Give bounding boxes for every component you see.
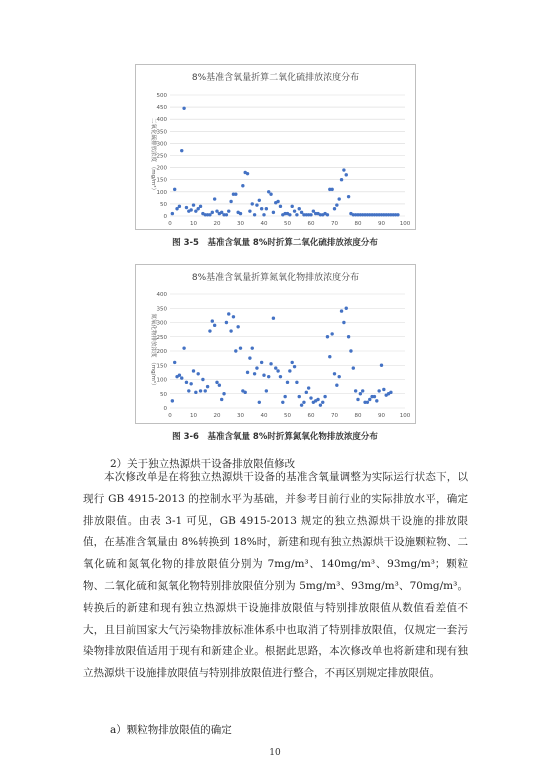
data-point <box>269 193 272 196</box>
data-point <box>298 395 301 398</box>
data-point <box>213 197 216 200</box>
y-tick-label: 0 <box>163 214 167 220</box>
data-point <box>260 361 263 364</box>
data-point <box>333 207 336 210</box>
data-point <box>274 366 277 369</box>
data-point <box>211 211 214 214</box>
data-point <box>182 107 185 110</box>
data-point <box>330 332 333 335</box>
data-point <box>279 375 282 378</box>
x-tick-label: 80 <box>354 413 362 419</box>
data-point <box>382 388 385 391</box>
x-tick-label: 0 <box>168 413 172 419</box>
data-point <box>253 372 256 375</box>
y-tick-label: 100 <box>156 377 167 384</box>
data-point <box>276 200 279 203</box>
data-point <box>260 207 263 210</box>
y-tick-label: 150 <box>156 363 167 370</box>
y-tick-label: 350 <box>156 306 167 313</box>
data-point <box>258 401 261 404</box>
data-point <box>352 366 355 369</box>
chart-title: 8%基准含氧量折算氮氧化物排放浓度分布 <box>191 273 360 283</box>
data-point <box>265 389 268 392</box>
nox-scatter-chart <box>135 264 416 424</box>
data-point <box>251 346 254 349</box>
data-point <box>185 206 188 209</box>
data-point <box>225 321 228 324</box>
data-point <box>269 362 272 365</box>
nox-chart-svg <box>136 265 415 423</box>
data-point <box>222 392 225 395</box>
x-tick-label: 30 <box>237 413 244 419</box>
y-tick-label: 100 <box>156 189 167 196</box>
y-tick-label: 50 <box>160 391 167 398</box>
data-point <box>215 381 218 384</box>
data-point <box>279 205 282 208</box>
page-number: 10 <box>269 748 281 758</box>
data-point <box>232 315 235 318</box>
data-point <box>178 205 181 208</box>
x-tick-label: 100 <box>399 413 411 419</box>
data-point <box>197 372 200 375</box>
y-axis-label: 氮氧化物排放浓度 （mg/m³） <box>150 313 156 389</box>
data-point <box>246 371 249 374</box>
data-point <box>236 325 239 328</box>
data-point <box>347 335 350 338</box>
data-point <box>345 173 348 176</box>
data-point <box>234 193 237 196</box>
data-point <box>298 207 301 210</box>
data-point <box>389 391 392 394</box>
x-tick-label: 60 <box>307 413 315 419</box>
data-point <box>211 319 214 322</box>
data-point <box>361 389 364 392</box>
data-point <box>347 195 350 198</box>
y-tick-label: 300 <box>156 141 167 148</box>
data-point <box>286 381 289 384</box>
data-point <box>201 378 204 381</box>
figure-3-5-caption: 图 3-5 基准含氧量 8%时折算二氧化硫排放浓度分布 <box>172 238 378 248</box>
data-point <box>281 401 284 404</box>
data-point <box>330 188 333 191</box>
data-point <box>276 369 279 372</box>
x-tick-label: 10 <box>190 221 197 227</box>
data-point <box>173 361 176 364</box>
data-point <box>293 209 296 212</box>
data-point <box>354 389 357 392</box>
data-point <box>333 372 336 375</box>
data-point <box>241 184 244 187</box>
data-point <box>248 356 251 359</box>
data-point <box>267 375 270 378</box>
x-tick-label: 100 <box>399 221 411 227</box>
data-point <box>255 203 258 206</box>
data-point <box>272 211 275 214</box>
x-tick-label: 10 <box>190 413 197 419</box>
data-point <box>338 197 341 200</box>
data-point <box>321 401 324 404</box>
data-point <box>225 213 228 216</box>
data-point <box>182 346 185 349</box>
data-point <box>246 172 249 175</box>
data-point <box>251 202 254 205</box>
data-point <box>319 403 322 406</box>
data-point <box>295 381 298 384</box>
data-point <box>288 369 291 372</box>
y-tick-label: 250 <box>156 153 167 160</box>
data-point <box>309 213 312 216</box>
data-point <box>356 398 359 401</box>
data-point <box>300 403 303 406</box>
data-point <box>349 349 352 352</box>
data-point <box>377 389 380 392</box>
chart-title: 8%基准含氧量折算二氧化硫排放浓度分布 <box>191 73 360 83</box>
data-point <box>342 321 345 324</box>
data-point <box>180 149 183 152</box>
data-point <box>229 329 232 332</box>
y-tick-label: 200 <box>156 349 167 355</box>
data-point <box>255 366 258 369</box>
data-point <box>366 401 369 404</box>
data-point <box>380 364 383 367</box>
y-axis-label: 二氧化硫排放浓度 （mg/m³） <box>150 117 156 194</box>
x-tick-label: 90 <box>378 221 385 227</box>
x-tick-label: 0 <box>168 221 172 227</box>
data-point <box>178 374 181 377</box>
data-point <box>262 374 265 377</box>
data-point <box>396 213 399 216</box>
data-point <box>262 213 265 216</box>
data-point <box>272 317 275 320</box>
data-point <box>244 391 247 394</box>
data-point <box>220 398 223 401</box>
data-point <box>234 349 237 352</box>
data-point <box>340 178 343 181</box>
data-point <box>171 212 174 215</box>
data-point <box>359 392 362 395</box>
data-point <box>302 401 305 404</box>
data-point <box>204 389 207 392</box>
body-paragraph: 本次修改单是在将独立热源烘干设备的基准含氧量调整为实际运行状态下，以现行 GB 4915-2013 的控制水平为基础，并参考目前行业的实际排放水平，确定排放限值。由表 3-1 可见，GB 4915-2013 规定的独立热源烘干设施的排放限值，在基准含氧量由 8%转换到 18%时，新建和现有独立热源烘干设施颗粒物、二氧化硫和氮氧化物的排放限值分别为 7mg/m³、140mg/m³、93mg/m³；颗粒物、二氧化硫和氮氧化物特别排放限值分别为 5mg/m³、93mg/m³、70mg/m³。转换后的新建和现有独立热源烘干设施排放限值与特别排放限值从数值看差值不大，且目前国家大气污染物排放标准体系中也取消了特别排放限值，仅规定一套污染物排放限值适用于现有和新建企业。根据此思路，本次修改单也将新建和现有独立热源烘干设施排放限值与特别排放限值进行整合，不再区别规定排放限值。 <box>83 471 468 680</box>
so2-chart-svg <box>136 65 415 229</box>
data-point <box>180 376 183 379</box>
data-point <box>326 335 329 338</box>
data-point <box>189 382 192 385</box>
data-point <box>229 200 232 203</box>
data-point <box>213 324 216 327</box>
data-point <box>194 391 197 394</box>
data-point <box>340 309 343 312</box>
x-tick-label: 20 <box>213 413 221 419</box>
section-heading-2: 2）关于独立热源烘干设备排放限值修改 <box>110 458 296 470</box>
y-tick-label: 0 <box>163 406 167 412</box>
data-point <box>253 213 256 216</box>
data-point <box>338 375 341 378</box>
data-point <box>295 213 298 216</box>
data-point <box>368 398 371 401</box>
x-tick-label: 40 <box>260 221 268 227</box>
y-tick-label: 400 <box>156 292 167 298</box>
x-tick-label: 60 <box>307 221 315 227</box>
data-point <box>291 361 294 364</box>
data-point <box>206 385 209 388</box>
data-point <box>171 399 174 402</box>
data-point <box>239 212 242 215</box>
data-point <box>185 381 188 384</box>
data-point <box>199 205 202 208</box>
x-tick-label: 70 <box>331 413 338 419</box>
data-point <box>293 365 296 368</box>
data-point <box>227 312 230 315</box>
data-point <box>283 395 286 398</box>
data-point <box>335 203 338 206</box>
data-point <box>239 346 242 349</box>
x-tick-label: 50 <box>284 221 291 227</box>
x-tick-label: 80 <box>354 221 362 227</box>
data-point <box>248 209 251 212</box>
data-point <box>328 355 331 358</box>
data-point <box>305 391 308 394</box>
data-point <box>258 199 261 202</box>
x-tick-label: 30 <box>237 221 244 227</box>
data-point <box>227 209 230 212</box>
y-tick-label: 350 <box>156 129 167 136</box>
figure-3-6-caption: 图 3-6 基准含氧量 8%时折算氮氧化物排放浓度分布 <box>172 432 378 442</box>
data-point <box>265 207 268 210</box>
data-point <box>192 369 195 372</box>
x-tick-label: 40 <box>260 413 268 419</box>
data-point <box>309 396 312 399</box>
data-point <box>208 329 211 332</box>
data-point <box>187 389 190 392</box>
data-point <box>342 168 345 171</box>
data-point <box>335 384 338 387</box>
y-tick-label: 250 <box>156 334 167 341</box>
data-point <box>375 399 378 402</box>
y-tick-label: 400 <box>156 117 167 124</box>
data-point <box>173 188 176 191</box>
data-point <box>307 386 310 389</box>
data-point <box>373 395 376 398</box>
so2-scatter-chart <box>135 64 416 230</box>
x-tick-label: 50 <box>284 413 291 419</box>
y-tick-label: 450 <box>156 105 167 112</box>
data-point <box>326 213 329 216</box>
y-tick-label: 50 <box>160 201 167 208</box>
data-point <box>199 389 202 392</box>
y-tick-label: 300 <box>156 320 167 327</box>
y-tick-label: 200 <box>156 165 167 172</box>
data-point <box>345 307 348 310</box>
data-point <box>288 213 291 216</box>
subsection-heading-a: a）颗粒物排放限值的确定 <box>110 724 232 736</box>
data-point <box>189 208 192 211</box>
y-tick-label: 500 <box>156 93 167 99</box>
x-tick-label: 90 <box>378 413 385 419</box>
data-point <box>291 205 294 208</box>
data-point <box>192 203 195 206</box>
data-point <box>316 398 319 401</box>
data-point <box>218 384 221 387</box>
data-point <box>323 395 326 398</box>
y-tick-label: 150 <box>156 177 167 184</box>
x-tick-label: 70 <box>331 221 338 227</box>
x-tick-label: 20 <box>213 221 221 227</box>
